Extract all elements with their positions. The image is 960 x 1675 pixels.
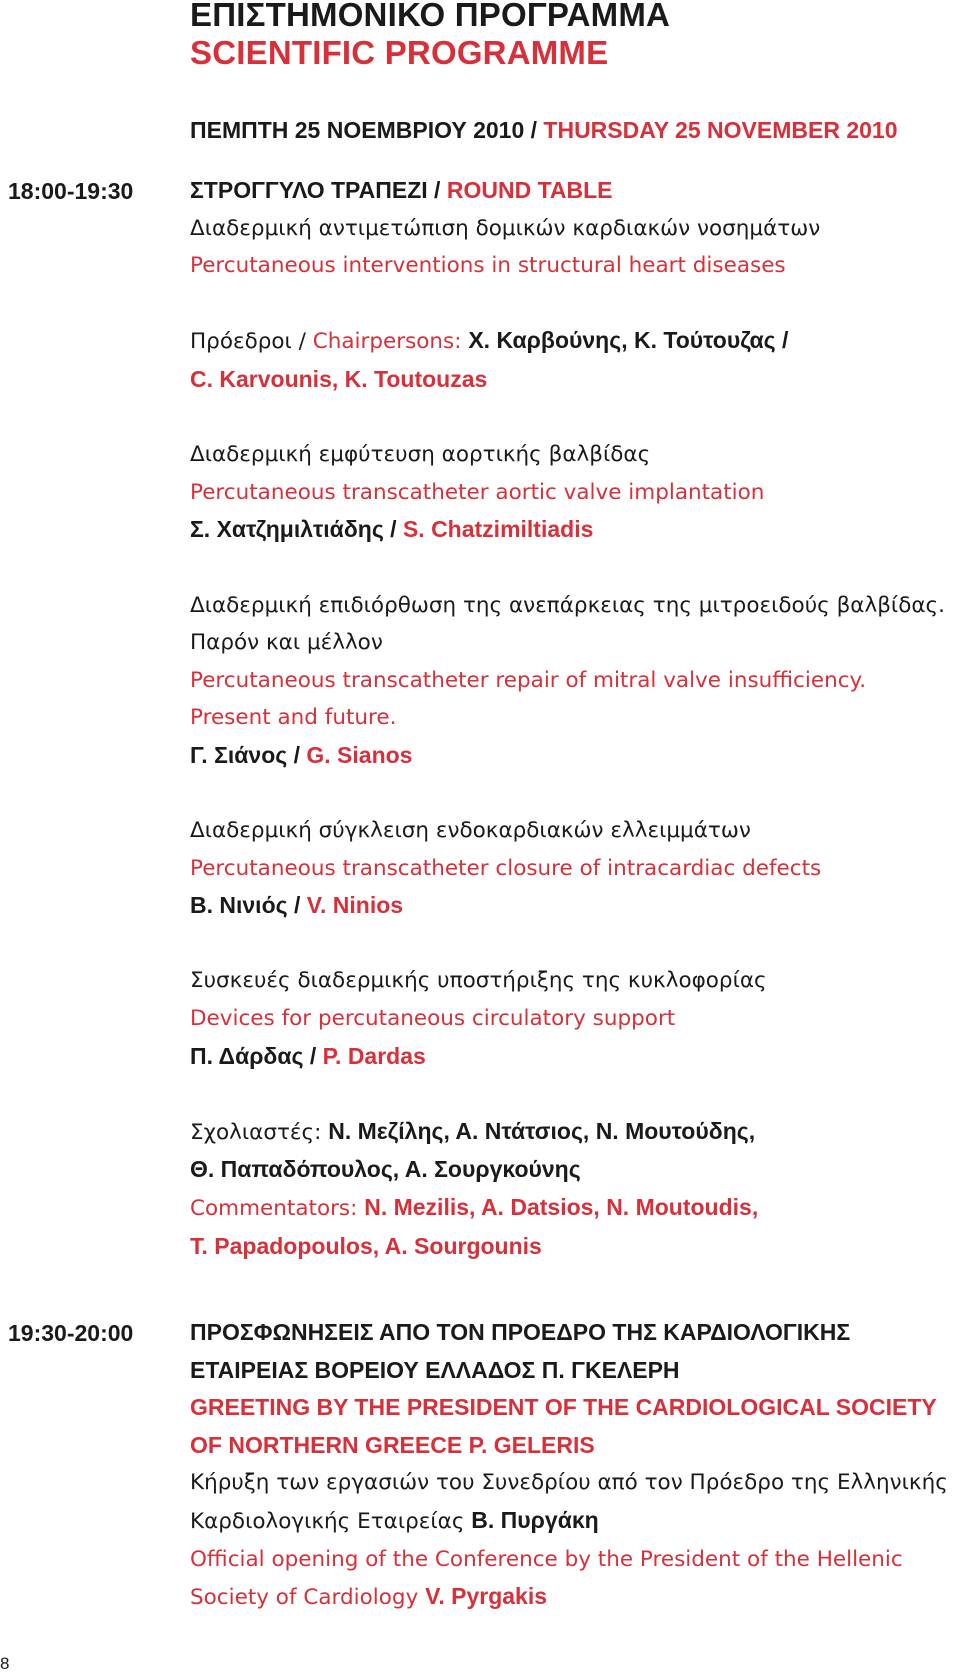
commentators-label-english: Commentators:	[190, 1196, 365, 1222]
chairpersons-line	[190, 322, 960, 361]
talk-speaker	[190, 887, 960, 925]
talk-item	[190, 812, 960, 925]
session-type	[190, 172, 960, 210]
chairs-names-greek: Χ. Καρβούνης, Κ. Τούτουζας /	[468, 327, 789, 354]
commentators	[190, 1113, 960, 1265]
talk-title-english: Devices for percutaneous circulatory support	[190, 1006, 676, 1032]
talk-item	[190, 962, 960, 1075]
session-type-greek: ΣΤΡΟΓΓΥΛΟ ΤΡΑΠΕΖΙ /	[190, 177, 447, 203]
page-title	[190, 0, 670, 72]
commentators-names-greek: Ν. Μεζίλης, Α. Ντάτσιος, Ν. Μουτούδης,	[328, 1117, 756, 1144]
talk-title-english: Percutaneous transcatheter closure of intracardiac defects	[190, 855, 822, 881]
opening-text-greek-tail: Καρδιολογικής Εταιρείας	[190, 1508, 472, 1534]
commentators-names-english-cont: T. Papadopoulos, A. Sourgounis	[190, 1232, 542, 1259]
talk-title-greek: Συσκευές διαδερμικής υποστήριξης της κυκλοφορίας	[190, 968, 767, 994]
session-time-2: 19:30-20:00	[8, 1320, 134, 1346]
opening-text-greek-cont	[190, 1502, 960, 1541]
speaker-greek: Β. Νινιός /	[190, 892, 307, 919]
greeting-heading-english-cont: OF NORTHERN GREECE P. GELERIS	[190, 1431, 595, 1458]
speaker-english: V. Ninios	[306, 892, 404, 919]
day-heading-greek: ΠΕΜΠΤΗ 25 ΝΟΕΜΒΡΙΟΥ 2010 /	[190, 117, 544, 143]
talk-speaker	[190, 737, 960, 775]
session-greetings	[190, 1314, 960, 1617]
talk-title-english: Percutaneous transcatheter repair of mitral valve insufficiency.	[190, 667, 867, 693]
chairs-label-greek: Πρόεδροι /	[190, 329, 313, 355]
speaker-english: G. Sianos	[306, 741, 413, 768]
commentators-names-english: N. Mezilis, A. Datsios, N. Moutoudis,	[364, 1194, 759, 1221]
speaker-greek: Π. Δάρδας /	[190, 1042, 323, 1069]
talk-title-greek: Διαδερμική σύγκλειση ενδοκαρδιακών ελλειμμάτων	[190, 818, 751, 844]
title-greek: ΕΠΙΣΤΗΜΟΝΙΚΟ ΠΡΟΓΡΑΜΜΑ	[190, 0, 671, 33]
speaker-greek: Σ. Χατζημιλτιάδης /	[190, 516, 403, 543]
talk-item	[190, 436, 960, 549]
talk-title-greek-cont: Παρόν και μέλλον	[190, 630, 383, 656]
day-heading	[190, 115, 897, 145]
talk-speaker	[190, 511, 960, 549]
talk-item	[190, 587, 960, 775]
speaker-english: S. Chatzimiltiadis	[402, 516, 594, 543]
opening-text-greek: Κήρυξη των εργασιών του Συνεδρίου από τον Πρόεδρο της Ελληνικής	[190, 1470, 948, 1496]
title-english: SCIENTIFIC PROGRAMME	[190, 34, 609, 71]
opening-president-greek: Β. Πυργάκη	[471, 1506, 599, 1533]
session-topic-english: Percutaneous interventions in structural heart diseases	[190, 253, 786, 279]
chairs-label-english: Chairpersons:	[312, 329, 469, 355]
commentators-label-greek: Σχολιαστές:	[190, 1119, 329, 1145]
session-topic-greek: Διαδερμική αντιμετώπιση δομικών καρδιακών νοσημάτων	[190, 215, 821, 241]
chairs-names-english: C. Karvounis, K. Toutouzas	[190, 365, 488, 392]
commentators-greek-line	[190, 1113, 960, 1152]
session-round-table	[190, 172, 960, 1265]
talk-title-greek: Διαδερμική εμφύτευση αορτικής βαλβίδας	[190, 442, 651, 468]
talk-speaker	[190, 1038, 960, 1076]
page-number: 8	[0, 1654, 10, 1673]
opening-text-english: Official opening of the Conference by the President of the Hellenic	[190, 1546, 903, 1572]
day-heading-english: THURSDAY 25 NOVEMBER 2010	[543, 117, 898, 143]
opening-text-english-tail: Society of Cardiology	[190, 1585, 426, 1611]
greeting-heading-english: GREETING BY THE PRESIDENT OF THE CARDIOLOGICAL SOCIETY	[190, 1394, 937, 1421]
speaker-english: P. Dardas	[322, 1042, 426, 1069]
greeting-heading-greek-cont: ΕΤΑΙΡΕΙΑΣ ΒΟΡΕΙΟΥ ΕΛΛΑΔΟΣ Π. ΓΚΕΛΕΡΗ	[190, 1356, 680, 1383]
talk-title-greek: Διαδερμική επιδιόρθωση της ανεπάρκειας της μιτροειδούς βαλβίδας.	[190, 592, 945, 618]
speaker-greek: Γ. Σιάνος /	[190, 741, 307, 768]
opening-president-english: V. Pyrgakis	[425, 1583, 548, 1610]
greeting-heading-greek: ΠΡΟΣΦΩΝΗΣΕΙΣ ΑΠΟ ΤΟΝ ΠΡΟΕΔΡΟ ΤΗΣ ΚΑΡΔΙΟΛΟΓΙΚΗΣ	[190, 1319, 851, 1345]
talk-title-english: Percutaneous transcatheter aortic valve implantation	[190, 479, 765, 505]
talk-title-english-cont: Present and future.	[190, 705, 397, 731]
session-type-english: ROUND TABLE	[446, 177, 613, 203]
commentators-names-greek-cont: Θ. Παπαδόπουλος, Α. Σουργκούνης	[190, 1156, 581, 1183]
opening-text-english-cont	[190, 1578, 960, 1617]
session-time-1: 18:00-19:30	[8, 178, 134, 204]
commentators-english-line	[190, 1189, 960, 1228]
